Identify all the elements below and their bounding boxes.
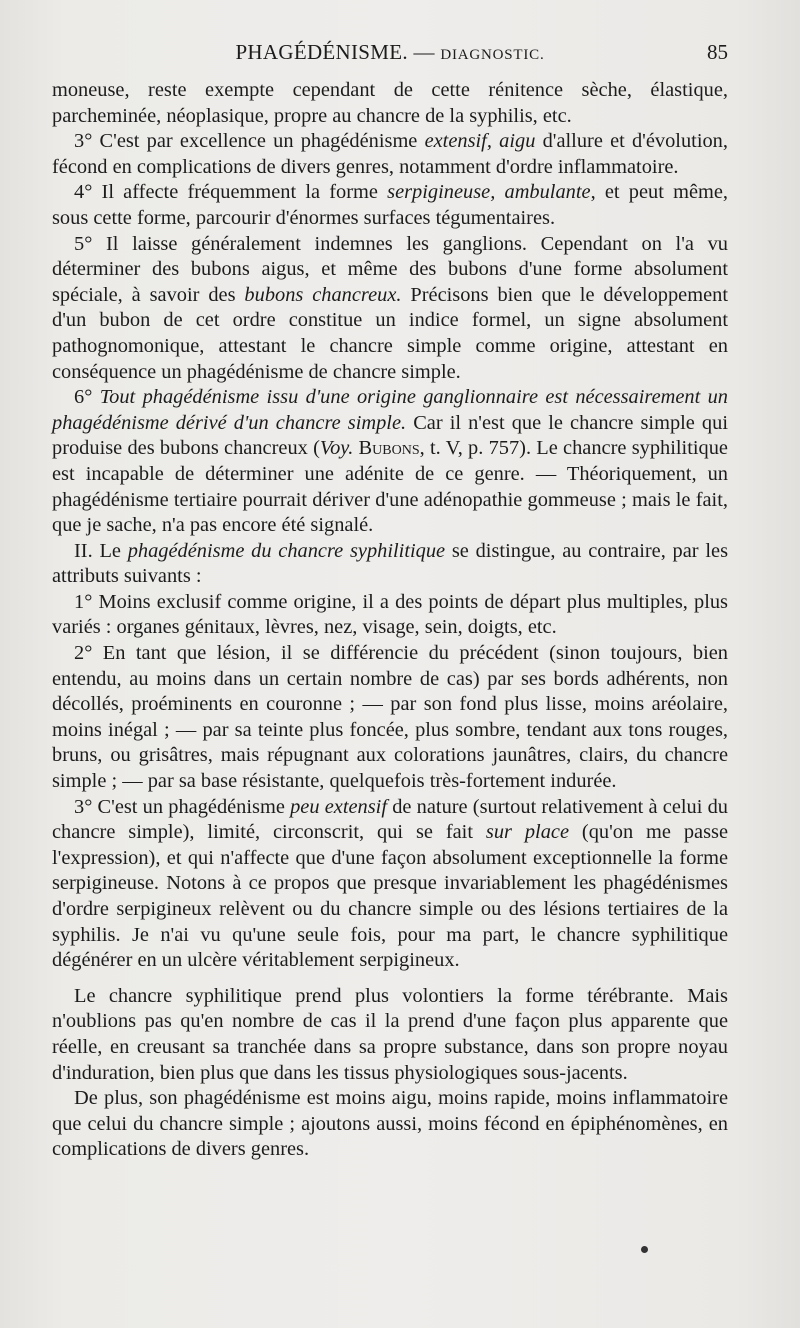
p2-text-c: d'allure et d'évolution, fécond en complications de divers genres, notamment d'ordre inflammatoire. bbox=[52, 130, 728, 178]
title-sub: DIAGNOSTIC. bbox=[440, 47, 545, 63]
p3-text-c: , et peut même, sous cette forme, parcourir d'énormes surfaces tégumentaires. bbox=[52, 181, 729, 229]
page-number: 85 bbox=[707, 40, 728, 64]
running-title bbox=[52, 40, 728, 65]
paragraph-1: moneuse, reste exempte cependant de cette rénitence sèche, élastique, parcheminée, néoplasique, propre au chancre de la syphilis, etc. bbox=[52, 79, 728, 127]
paragraph-3 bbox=[52, 180, 728, 231]
p9-text-c: de nature (surtout relativement à celui du chancre simple), limité, circonscrit, qui se fait bbox=[52, 795, 728, 844]
paragraph-4 bbox=[52, 232, 728, 386]
p9-text-a: 3° C'est un phagédénisme bbox=[74, 795, 291, 818]
p6-text-a: II. Le bbox=[74, 539, 128, 562]
paragraph-11: De plus, son phagédénisme est moins aigu, moins rapide, moins inflammatoire que celui du chancre simple ; ajoutons aussi, moins fécond en épiphénomènes, en complications de divers genres. bbox=[52, 1087, 728, 1161]
p5-italic: Tout phagédénisme issu d'une origine ganglionnaire est nécessairement un phagédénisme dérivé d'un chancre simple. bbox=[52, 386, 729, 434]
paragraph-9 bbox=[52, 795, 728, 974]
p2-text-a: 3° C'est par excellence un phagédénisme bbox=[74, 130, 425, 153]
paragraph-7: 1° Moins exclusif comme origine, il a des points de départ plus multiples, plus variés : organes génitaux, lèvres, nez, visage, sein, doigts, etc. bbox=[52, 590, 728, 639]
p3-italic: serpigineuse, ambulante bbox=[387, 181, 591, 204]
p3-text-a: 4° Il affecte fréquemment la forme bbox=[74, 181, 388, 204]
p5-text-a: 6° bbox=[74, 386, 100, 409]
p5-voy: Voy. bbox=[319, 437, 354, 460]
p9-italic-2: sur place bbox=[485, 821, 570, 844]
paragraph-8: 2° En tant que lésion, il se différencie du précédent (sinon toujours, bien entendu, au moins dans un certain nombre de cas) par ses bords adhérents, non décollés, proéminents en couronne ; — par son fond plus lisse, moins aréolaire, moins inégal ; — par sa teinte plus foncée, plus sombre, tendant aux tons rouges, bruns, ou grisâtres, mais répugnant aux colorations jaunâtres, clairs, du chancre simple ; — par sa base résistante, quelquefois très-fortement indurée. bbox=[52, 642, 728, 793]
p5-bubons: Bubons bbox=[358, 437, 420, 460]
p4-italic: bubons chancreux. bbox=[244, 283, 402, 306]
p6-text-c: se distingue, au contraire, par les attributs suivants : bbox=[52, 539, 729, 588]
paragraph-6 bbox=[52, 539, 728, 590]
p5-text-c: Car il n'est que le chancre simple qui produise des bubons chancreux ( bbox=[52, 411, 728, 460]
p2-italic: extensif, aigu bbox=[424, 130, 536, 153]
paragraph-5 bbox=[52, 385, 728, 539]
running-header bbox=[52, 40, 728, 68]
p4-text-c: Précisons bien que le développement d'un bubon de cet ordre constitue un indice formel, un signe absolument pathognomonique, attestant le chancre simple comme origine, attestant en conséquence un phagédénisme de chancre simple. bbox=[52, 283, 728, 383]
paragraph-2 bbox=[52, 129, 728, 180]
paragraph-10: Le chancre syphilitique prend plus volontiers la forme térébrante. Mais n'oublions pas qu'en nombre de cas il la prend d'une façon plus apparente que réelle, en creusant sa tranchée dans sa propre substance, dans son propre noyau d'induration, bien plus que dans les tissus physiologiques sous-jacents. bbox=[52, 984, 728, 1084]
p4-text-a: 5° Il laisse généralement indemnes les ganglions. Cependant on l'a vu déterminer des bubons aigus, et même des bubons d'une forme absolument spéciale, à savoir des bbox=[52, 232, 728, 306]
p6-italic: phagédénisme du chancre syphilitique bbox=[127, 539, 446, 562]
title-dash: — bbox=[407, 40, 441, 64]
p5-text-g: , t. V, p. 757). Le chancre syphilitique est incapable de déterminer une adénite de ce genre. — Théoriquement, un phagédénisme tertiaire pourrait dériver d'une adénopathie gommeuse ; mais le fait, que je sache, n'a pas encore été signalé. bbox=[52, 437, 728, 537]
ink-speck bbox=[641, 1246, 648, 1253]
body-text bbox=[52, 78, 728, 1163]
p9-text-e: (qu'on me passe l'expression), et qui n'affecte que d'une façon absolument exceptionnelle la forme serpigineuse. Notons à ce propos que presque invariablement les phagédénismes d'ordre serpigineux relèvent ou du chancre simple ou des lésions tertiaires de la syphilis. Je n'ai vu qu'une seule fois, pour ma part, le chancre syphilitique dégénérer en un ulcère véritablement serpigineux. bbox=[52, 821, 729, 972]
title-main: PHAGÉDÉNISME. bbox=[235, 40, 408, 64]
p9-italic-1: peu extensif bbox=[290, 795, 388, 818]
